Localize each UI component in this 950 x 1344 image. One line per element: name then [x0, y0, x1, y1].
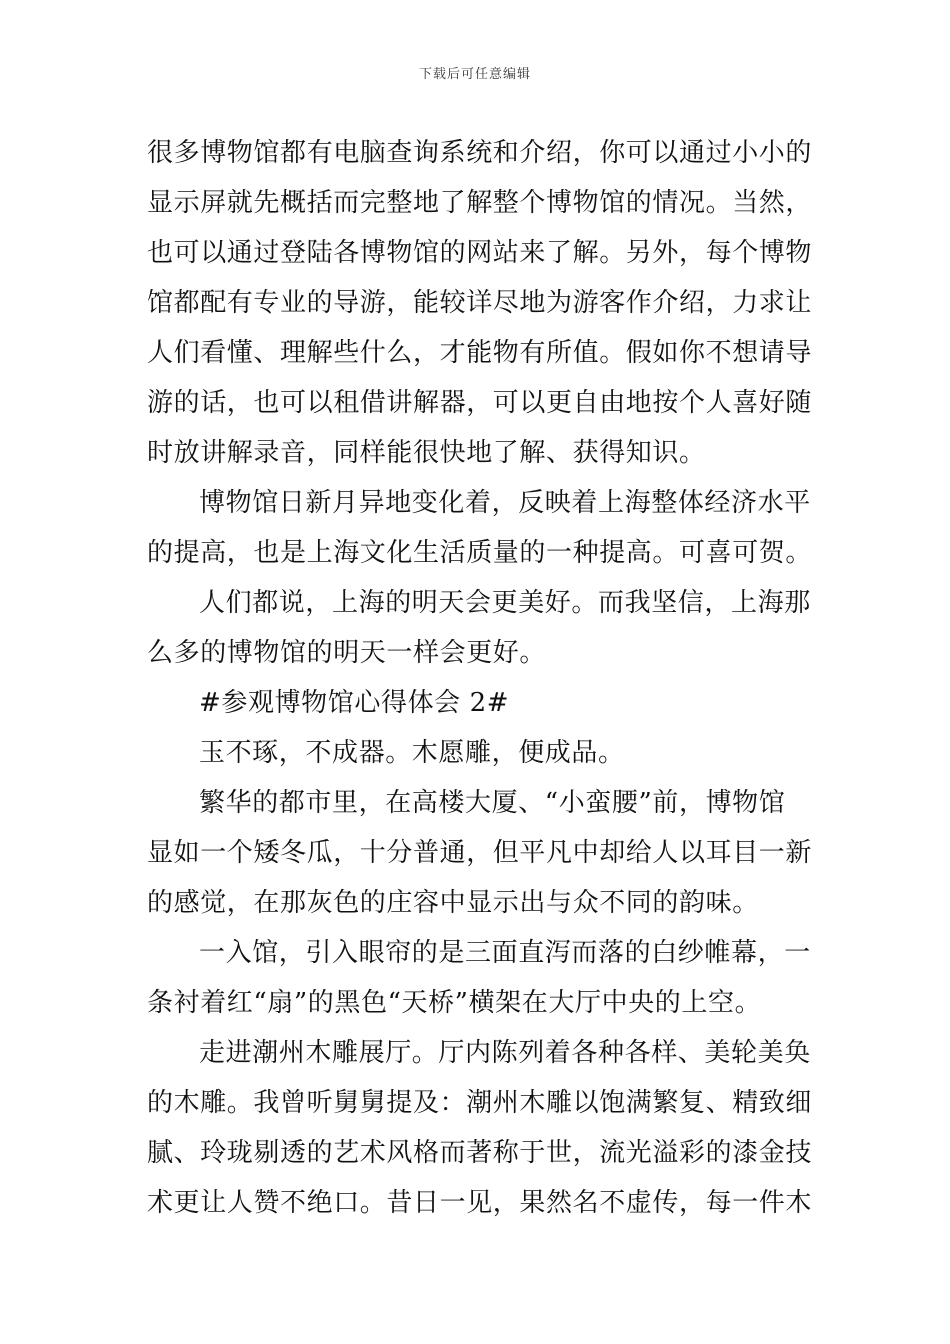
section-heading: [147, 678, 807, 728]
paragraph: [147, 728, 807, 778]
text-line: 术更让人赞不绝口。昔日一见，果然名不虚传，每一件木: [147, 1188, 813, 1218]
paragraph: [147, 778, 813, 928]
text-line: 人们看懂、理解些什么，才能物有所值。假如你不想请导: [147, 338, 813, 368]
text-line: 游的话，也可以租借讲解器，可以更自由地按个人喜好随: [147, 388, 813, 418]
page-header: 下载后可任意编辑: [418, 67, 531, 82]
text-line: 也可以通过登陆各博物馆的网站来了解。另外，每个博物: [147, 238, 813, 268]
text-line: 的木雕。我曾听舅舅提及：潮州木雕以饱满繁复、精致细: [147, 1088, 813, 1118]
text-line: 腻、玲珑剔透的艺术风格而著称于世，流光溢彩的漆金技: [147, 1138, 813, 1168]
heading-line: #参观博物馆心得体会 2#: [199, 688, 510, 718]
text-line: 显如一个矮冬瓜，十分普通，但平凡中却给人以耳目一新: [147, 838, 813, 868]
text-line: 显示屏就先概括而完整地了解整个博物馆的情况。当然，: [147, 188, 813, 218]
text-line: 馆都配有专业的导游，能较详尽地为游客作介绍，力求让: [147, 288, 813, 318]
text-line: 博物馆日新月异地变化着，反映着上海整体经济水平: [199, 488, 811, 518]
text-line: 的感觉，在那灰色的庄容中显示出与众不同的韵味。: [147, 888, 759, 918]
text-line: 玉不琢，不成器。木愿雕，便成品。: [199, 738, 625, 768]
paragraph: [147, 1028, 813, 1228]
document-body: [147, 128, 813, 1228]
paragraph: [147, 128, 813, 478]
text-line: 走进潮州木雕展厅。厅内陈列着各种各样、美轮美奂: [199, 1038, 811, 1068]
text-line: 的提高，也是上海文化生活质量的一种提高。可喜可贺。: [147, 538, 813, 568]
text-line: 很多博物馆都有电脑查询系统和介绍，你可以通过小小的: [147, 138, 813, 168]
paragraph: [147, 578, 811, 678]
text-line: 繁华的都市里，在高楼大厦、“小蛮腰”前，博物馆: [199, 788, 786, 818]
text-line: 么多的博物馆的明天一样会更好。: [147, 638, 547, 668]
text-line: 人们都说，上海的明天会更美好。而我坚信，上海那: [199, 588, 811, 618]
text-line: 一入馆，引入眼帘的是三面直泻而落的白纱帷幕，一: [199, 938, 811, 968]
text-line: 时放讲解录音，同样能很快地了解、获得知识。: [147, 438, 706, 468]
paragraph: [147, 478, 813, 578]
text-line: 条衬着红“扇”的黑色“天桥”横架在大厅中央的上空。: [147, 988, 762, 1018]
paragraph: [147, 928, 811, 1028]
